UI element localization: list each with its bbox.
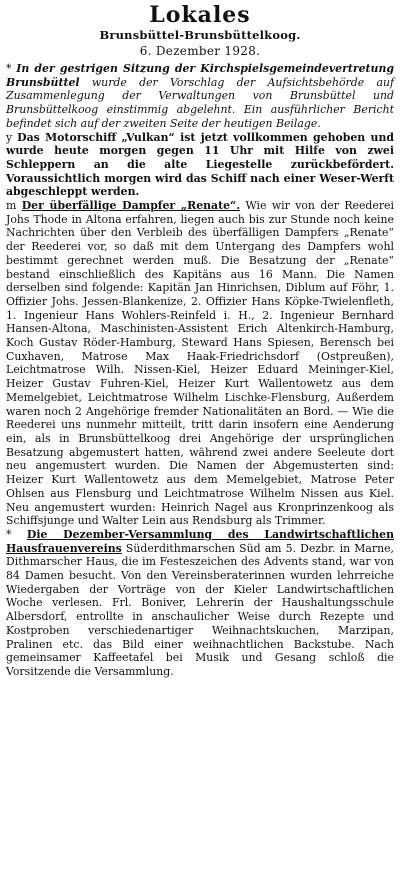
article-body: wurde der Vorschlag der Aufsichtsbehörde auf Zusammenlegung der Verwaltungen von Brunsbüttel und Brunsbüttelkoog einstimmig abgelehnt. Ein ausführlicher Bericht befindet sich auf der zweiten Seite der heutigen Beilage. [6, 75, 394, 130]
article-body: Wie wir von der Reederei Johs Thode in Altona erfahren, liegen auch bis zur Stunde noch keine Nachrichten über den Verbleib des überfälligen Dampfers „Renate“ der Reederei vor, so daß mit dem Untergang des Dampfers wohl bestimmt gerechnet werden muß. Die Besatzung der „Renate“ bestand einschließlich des Kapitäns aus 16 Mann. Die Namen derselben sind folgende: Kapitän Jan Hinrichsen, Diblum auf Föhr, 1. Offizier Johs. Jessen-Blankenize, 2. Offizier Hans Köpke-Twielenfleth, 1. Ingenieur Hans Wohlers-Reinfeld i. H., 2. Ingenieur Bernhard Hansen-Altona, Maschinisten-Assistent Erich Altenkirch-Hamburg, Koch Gustav Röder-Hamburg, Steward Hans Spiesen, Berensch bei Cuxhaven, Matrose Max Haak-Friedrichsdorf (Ostpreußen), Leichtmatrose Wilh. Nissen-Kiel, Heizer Eduard Meininger-Kiel, Heizer Gustav Fuhren-Kiel, Heizer Kurt Wallentowetz aus dem Memelgebiet, Leichtmatrose Wilhelm Lischke-Flensburg, Außerdem waren noch 2 Angehörige fremder Nationalitäten an Bord. — Wie die Reederei uns nunmehr mitteilt, tritt darin insofern eine Aenderung ein, als in Brunsbüttelkoog drei Angehörige der ursprünglichen Besatzung abgemustert hatten, während zwei andere Seeleute dort neu angemustert wurden. Die Namen der Abgemusterten sind: Heizer Kurt Wallentowetz aus dem Memelgebiet, Matrose Peter Ohlsen aus Flensburg und Leichtmatrose Wilhelm Nissen aus Kiel. Neu angemustert wurden: Heinrich Nagel aus Kronprinzenkoog als Schiffsjunge und Walter Lein aus Rendsburg als Trimmer. [6, 199, 394, 528]
section-title: Lokales [149, 2, 251, 28]
article-lead: Das Motorschiff „Vulkan“ [17, 130, 175, 144]
article-body: Süderdithmarschen Süd am 5. Dezbr. in Marne, Dithmarscher Haus, die im Festeszeichen des Advents stand, war von 84 Damen besucht. Von den Vereinsberaterinnen wurden lehrreiche Wiedergaben der Vorträge von der Kieler Landwirtschaftlichen Woche verlesen. Frl. Boniver, Lehrerin der Haushaltungsschule Albersdorf, entrollte in anschaulicher Weise durch Rezepte und Kostproben verschiedenartiger Weihnachtskuchen, Marzipan, Pralinen etc. das Bild einer weihnachtlichen Backstube. Nach gemeinsamer Kaffeetafel bei Musik und Gesang schloß die Vorsitzende die Versammlung. [6, 541, 394, 678]
article-body: ist jetzt vollkommen gehoben und wurde heute morgen gegen 11 Uhr mit Hilfe von zwei Schleppern an die alte Liegestelle zurückbefördert. Voraussichtlich morgen wird das Schiff nach einer Weser-Werft abgeschleppt werden. [6, 130, 394, 199]
article-steamer-renate [6, 199, 394, 528]
article-marker: * [6, 62, 17, 75]
locality-heading: Brunsbüttel-Brunsbüttelkoog. [99, 28, 301, 42]
article-council-meeting [6, 62, 394, 131]
article-lead: In der gestrigen Sitzung der Kirchspielsgemeindevertretung Brunsbüttel [6, 62, 394, 89]
article-marker: * [6, 527, 27, 541]
article-lead: Die Dezember-Versammlung des Landwirtschaftlichen Hausfrauenvereins [6, 527, 394, 555]
article-housewives-association [6, 528, 394, 679]
dateline: 6. Dezember 1928. [139, 44, 261, 58]
article-lead: Der überfällige Dampfer „Renate“. [21, 199, 241, 213]
article-marker: m [6, 199, 22, 213]
article-marker: y [6, 130, 18, 144]
article-motorship-vulkan [6, 131, 394, 200]
